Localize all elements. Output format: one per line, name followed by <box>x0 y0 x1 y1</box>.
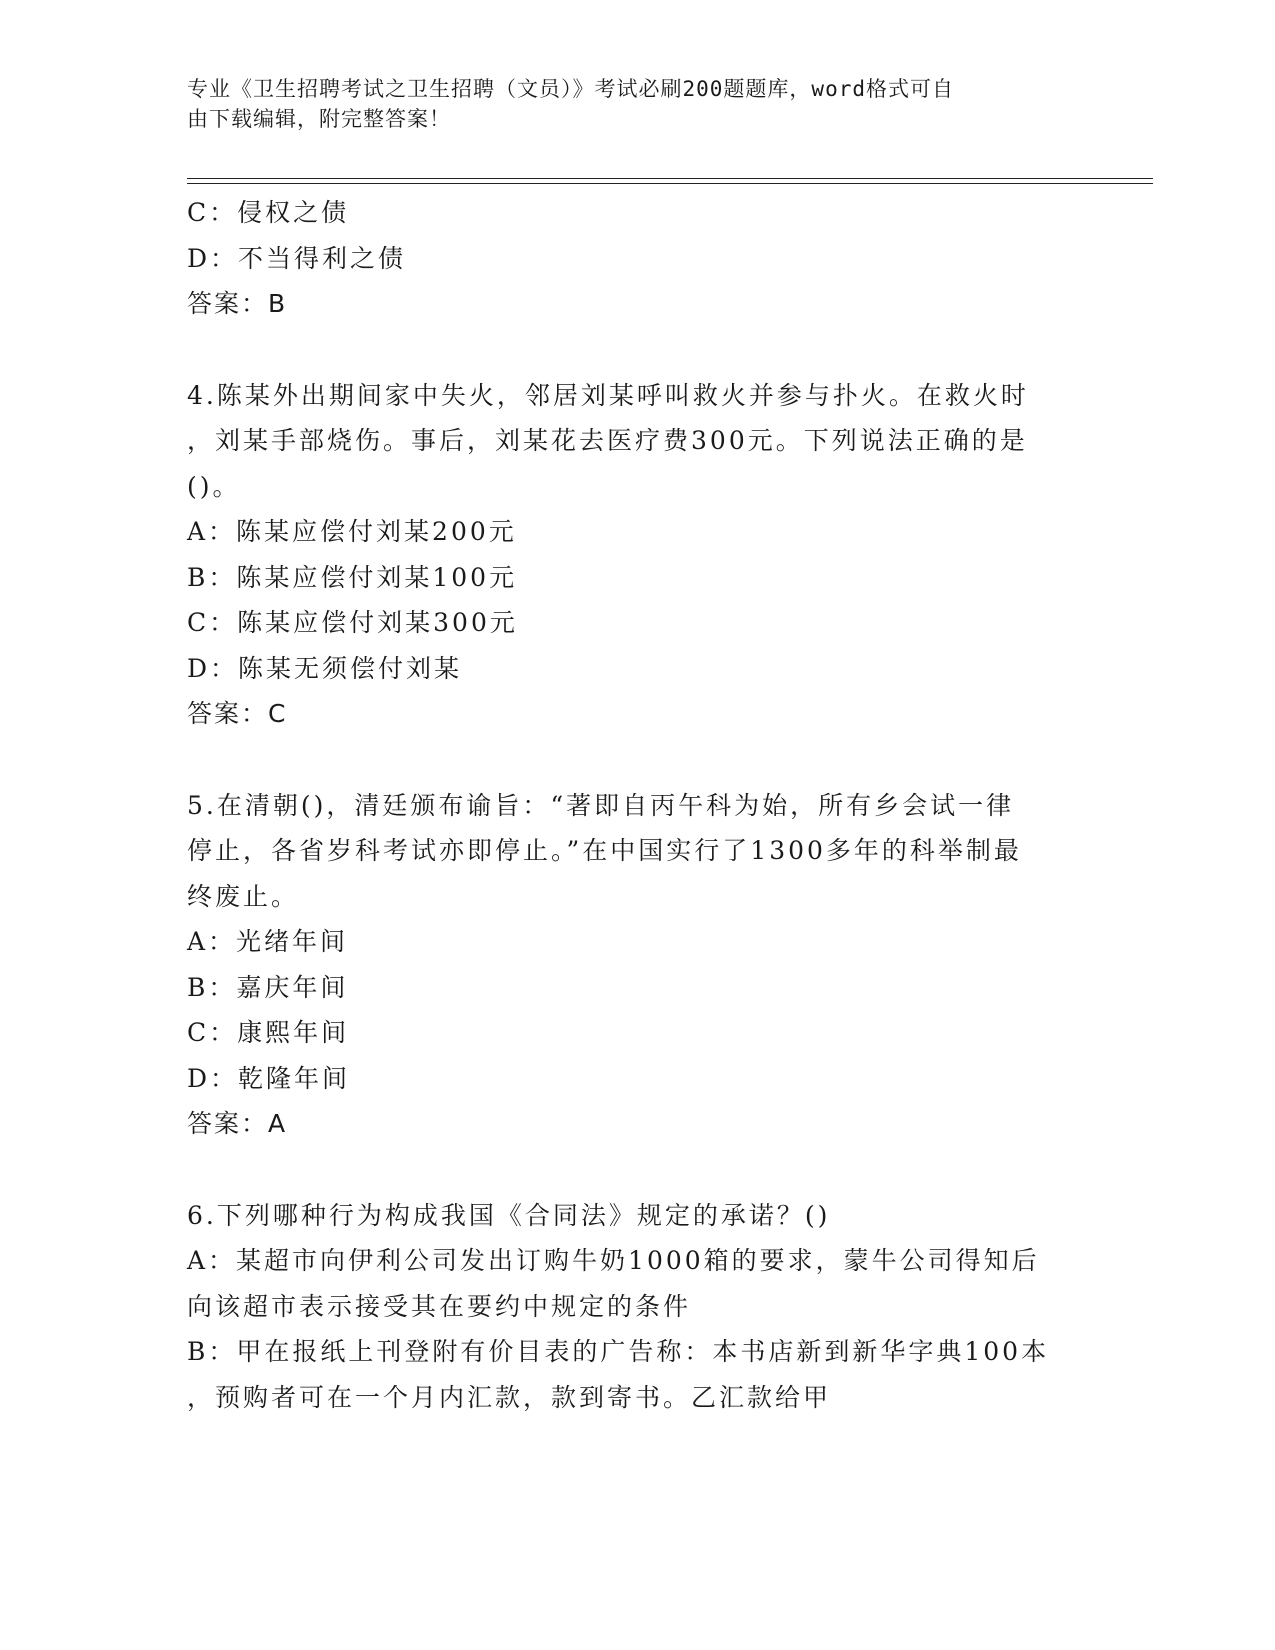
question-5 <box>187 783 1087 1147</box>
answer: 答案：C <box>187 699 288 728</box>
question-3-tail <box>187 190 1087 327</box>
option-a: A：陈某应偿付刘某200元 <box>187 517 517 546</box>
spacer <box>187 737 1087 783</box>
option-d: D：乾隆年间 <box>187 1063 351 1093</box>
option-b-line: ，预购者可在一个月内汇款，款到寄书。乙汇款给甲 <box>187 1382 832 1412</box>
question-stem-line: 停止，各省岁科考试亦即停止。”在中国实行了1300多年的科举制最 <box>187 836 1022 865</box>
header-divider-top <box>187 178 1153 179</box>
question-6 <box>187 1193 1087 1421</box>
document-header <box>187 74 1067 134</box>
header-divider-bottom <box>187 183 1153 184</box>
option-c: C：康熙年间 <box>187 1018 350 1047</box>
header-line-2: 由下载编辑，附完整答案！ <box>187 107 451 131</box>
option-c: C：陈某应偿付刘某300元 <box>187 608 518 637</box>
spacer <box>187 327 1087 373</box>
option-b: B：嘉庆年间 <box>187 972 349 1002</box>
question-stem-line: ()。 <box>187 471 241 501</box>
option-c: C：侵权之债 <box>187 198 350 227</box>
question-stem-line: 5.在清朝()，清廷颁布谕旨：“著即自丙午科为始，所有乡会试一律 <box>187 790 1015 820</box>
question-stem-line: 终废止。 <box>187 881 300 911</box>
option-a-line: 向该超市表示接受其在要约中规定的条件 <box>187 1291 692 1321</box>
option-d: D：陈某无须偿付刘某 <box>187 653 463 683</box>
question-stem-line: 6.下列哪种行为构成我国《合同法》规定的承诺？() <box>187 1200 831 1230</box>
option-a: A：光绪年间 <box>187 927 349 956</box>
question-stem-line: 4.陈某外出期间家中失火，邻居刘某呼叫救火并参与扑火。在救火时 <box>187 380 1029 410</box>
option-a-line: A：某超市向伊利公司发出订购牛奶1000箱的要求，蒙牛公司得知后 <box>187 1246 1040 1275</box>
spacer <box>187 1147 1087 1193</box>
answer: 答案：B <box>187 289 288 318</box>
option-b: B：陈某应偿付刘某100元 <box>187 562 518 592</box>
option-b-line: B：甲在报纸上刊登附有价目表的广告称：本书店新到新华字典100本 <box>187 1337 1050 1366</box>
answer: 答案：A <box>187 1109 288 1138</box>
question-stem-line: ，刘某手部烧伤。事后，刘某花去医疗费300元。下列说法正确的是 <box>187 426 1028 455</box>
document-body <box>187 190 1087 1420</box>
question-4 <box>187 373 1087 737</box>
option-d: D：不当得利之债 <box>187 243 407 273</box>
header-line-1: 专业《卫生招聘考试之卫生招聘（文员）》考试必刷200题题库，word格式可自 <box>187 77 954 101</box>
